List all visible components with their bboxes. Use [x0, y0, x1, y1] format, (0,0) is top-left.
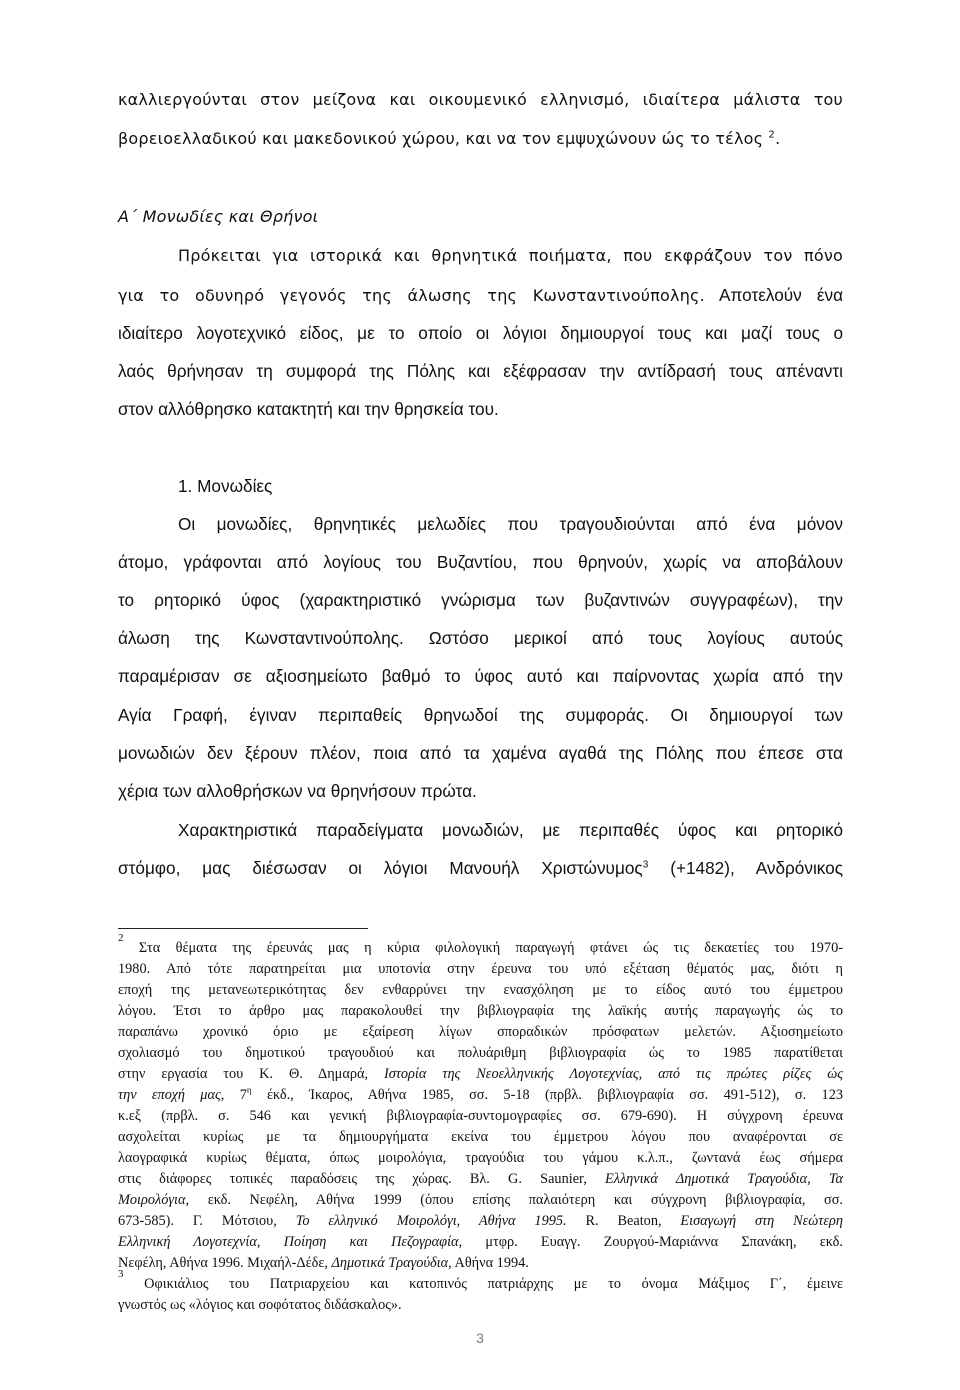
footnote-line — [118, 1268, 843, 1294]
footnote-text: Αθήνα 1994. — [454, 1255, 529, 1271]
footnote-ref-2[interactable]: 2 — [768, 129, 776, 141]
page-number: 3 — [476, 1330, 484, 1346]
book-title: Ελληνικά Δημοτικά Τραγούδια, Τα — [605, 1171, 843, 1187]
footnote-text: έκδ., Ίκαρος, Αθήνα 1985, σσ. 5-18 (πρβλ. βιβλιογραφία σσ. 491-512), σ. 123 — [266, 1087, 844, 1103]
footnote-line — [118, 1211, 843, 1231]
footnote-line — [118, 1232, 843, 1252]
footnote-line: 1980. Από τότε παρατηρείται μια υποτονία στην έρευνα του υπό εξέταση θέματός μας, διότι η — [118, 961, 843, 977]
footnote-text: Νεφέλη, Αθήνα 1996. Μιχαήλ-Δέδε, — [118, 1255, 328, 1271]
body-text: βορειοελλαδικού και μακεδονικού χώρου, και να τον εμψυχώνουν ώς το τέλος — [118, 129, 764, 148]
book-title: Εισαγωγή στη Νεώτερη — [680, 1213, 843, 1229]
footnote-text: 673-585). Γ. Μότσιου, — [118, 1213, 277, 1229]
body-text: (+1482), Ανδρόνικος — [670, 858, 843, 878]
body-line — [118, 283, 843, 308]
book-title: Μοιρολόγια, — [118, 1192, 190, 1208]
book-title: την εποχή μας, — [118, 1087, 225, 1103]
body-text: Αποτελούν ένα — [719, 285, 844, 305]
body-line: Αγία Γραφή, έγιναν περιπαθείς θρηνωδοί της συμφοράς. Οι δημιουργοί των — [118, 705, 843, 725]
footnote-text: στην εργασία του Κ. Θ. Δημαρά, — [118, 1066, 369, 1082]
footnote-line — [118, 1253, 843, 1273]
body-line: στον αλλόθρησκο κατακτητή και την θρησκεία του. — [118, 399, 499, 419]
body-line: άλωση της Κωνσταντινούπολης. Ωστόσο μερικοί από τους λογίους αυτούς — [118, 628, 843, 648]
section-heading: Α΄ Μονωδίες και Θρήνοι — [118, 207, 319, 226]
body-line: παραμέρισαν σε αξιοσημείωτο βαθμό το ύφος αυτό και παίρνοντας χωρία από την — [118, 666, 843, 686]
body-line: άτομο, γράφονται από λογίους του Βυζαντίου, που θρηνούν, χωρίς να αποβάλουν — [118, 552, 843, 572]
book-title: Ιστορία της Νεοελληνικής Λογοτεχνίας, από τις πρώτες ρίζες ώς — [383, 1066, 843, 1082]
footnote-text: R. Beaton, — [585, 1213, 662, 1229]
body-line: Χαρακτηριστικά παραδείγματα μονωδιών, με περιπαθές ύφος και ρητορικό — [178, 820, 843, 840]
body-line: λαός θρήνησαν τη συμφορά της Πόλης και εξέφρασαν την αντίδρασή τους απέναντι — [118, 361, 843, 381]
footnote-line: κ.εξ (πρβλ. σ. 546 και γενική βιβλιογραφία-συντομογραφίες σσ. 679-690). Η σύγχρονη έρευνα — [118, 1108, 843, 1124]
body-line: καλλιεργούνται στον μείζονα και οικουμενικό ελληνισμό, ιδιαίτερα μάλιστα του — [118, 90, 843, 109]
footnote-text: στις διάφορες τοπικές παραδόσεις της χώρας. Βλ. G. Saunier, — [118, 1171, 587, 1187]
footnote-mark-3: 3 — [118, 1268, 124, 1280]
footnote-text: Στα θέματα της έρευνάς μας η κύρια φιλολογική παραγωγή φτάνει ώς τις δεκαετίες του 1970- — [138, 940, 843, 956]
footnote-line: λαογραφικά κυρίως θέματα, όπως μοιρολόγια, τραγούδια του γάμου κ.λ.π., ζωντανά έως σήμερα — [118, 1150, 843, 1166]
book-title: Ελληνική Λογοτεχνία, Ποίηση και Πεζογραφία, — [118, 1234, 463, 1250]
footnote-line — [118, 1169, 843, 1189]
footnote-line: γνωστός ως «λόγιος και σοφότατος διδάσκαλος». — [118, 1297, 402, 1313]
subsection-heading: 1. Μονωδίες — [178, 476, 273, 496]
body-text: στόμφο, μας διέσωσαν οι λόγιοι Μανουήλ Χριστώνυμος — [118, 858, 643, 878]
footnote-line — [118, 932, 843, 958]
footnote-line: λόγου. Έτσι το άρθρο μας παρακολουθεί την βιβλιογραφία της λαϊκής αυτής παραγωγής ώς το — [118, 1003, 843, 1019]
body-line: μονωδιών δεν ξέρουν πλέον, ποια από τα χαμένα αγαθά της Πόλης που έπεσε στα — [118, 743, 843, 763]
body-line — [118, 856, 843, 880]
footnote-text: Οφικιάλιος του Πατριαρχείου και κατοπινός πατριάρχης με το όνομα Μάξιμος Γ΄, έμεινε — [144, 1276, 843, 1292]
body-line: ιδιαίτερο λογοτεχνικό είδος, με το οποίο οι λόγιοι δημιουργοί τους και μαζί τους ο — [118, 323, 843, 343]
footnote-mark-2: 2 — [118, 932, 124, 944]
footnote-text: 7 — [239, 1087, 247, 1103]
footnote-line — [118, 1064, 843, 1084]
footnote-line: παραπάνω χρονικό όριο με εξαίρεση λίγων σποραδικών πρόσφατων μελετών. Αξιοσημείωτο — [118, 1024, 843, 1040]
book-title: Το ελληνικό Μοιρολόγι, Αθήνα 1995. — [295, 1213, 567, 1229]
footnote-line: εποχή της μετανεωτερικότητας δεν ενθαρρύνει την ενασχόληση με το είδος αυτό του έμμετρου — [118, 982, 843, 998]
book-title: Δημοτικά Τραγούδια, — [331, 1255, 452, 1271]
body-line — [118, 127, 843, 151]
footnote-text: εκδ. Νεφέλη, Αθήνα 1999 (όπου επίσης παλαιότερη και σύγχρονη βιβλιογραφία, σσ. — [207, 1192, 843, 1208]
body-text: για το οδυνηρό γεγονός της άλωσης της Κωνσταντινούπολης. — [118, 286, 705, 305]
body-line: το ρητορικό ύφος (χαρακτηριστικό γνώρισμα των βυζαντινών συγγραφέων), την — [118, 590, 843, 610]
footnote-line — [118, 1085, 843, 1105]
footnote-text: η — [246, 1085, 252, 1096]
footnote-line: ασχολείται κυρίως με τα δημιουργήματα εκείνα του έμμετρου λόγου που αναφέρονται σε — [118, 1129, 843, 1145]
body-line: χέρια των αλλοθρήσκων να θρηνήσουν πρώτα. — [118, 781, 477, 801]
footnote-ref-3[interactable]: 3 — [642, 859, 649, 871]
footnote-line: σχολιασμό του δημοτικού τραγουδιού και πολυάριθμη βιβλιογραφία ώς το 1985 παρατίθεται — [118, 1045, 843, 1061]
body-line: Πρόκειται για ιστορικά και θρηνητικά ποιήματα, που εκφράζουν τον πόνο — [178, 246, 843, 265]
footnote-separator — [118, 928, 368, 929]
body-line: Οι μονωδίες, θρηνητικές μελωδίες που τραγουδιούνται από ένα μόνον — [178, 514, 843, 534]
footnote-line — [118, 1190, 843, 1210]
footnote-text: μτφρ. Ευαγγ. Ζουργού-Μαριάννα Σπανάκη, εκδ. — [485, 1234, 843, 1250]
body-text: . — [775, 129, 781, 148]
